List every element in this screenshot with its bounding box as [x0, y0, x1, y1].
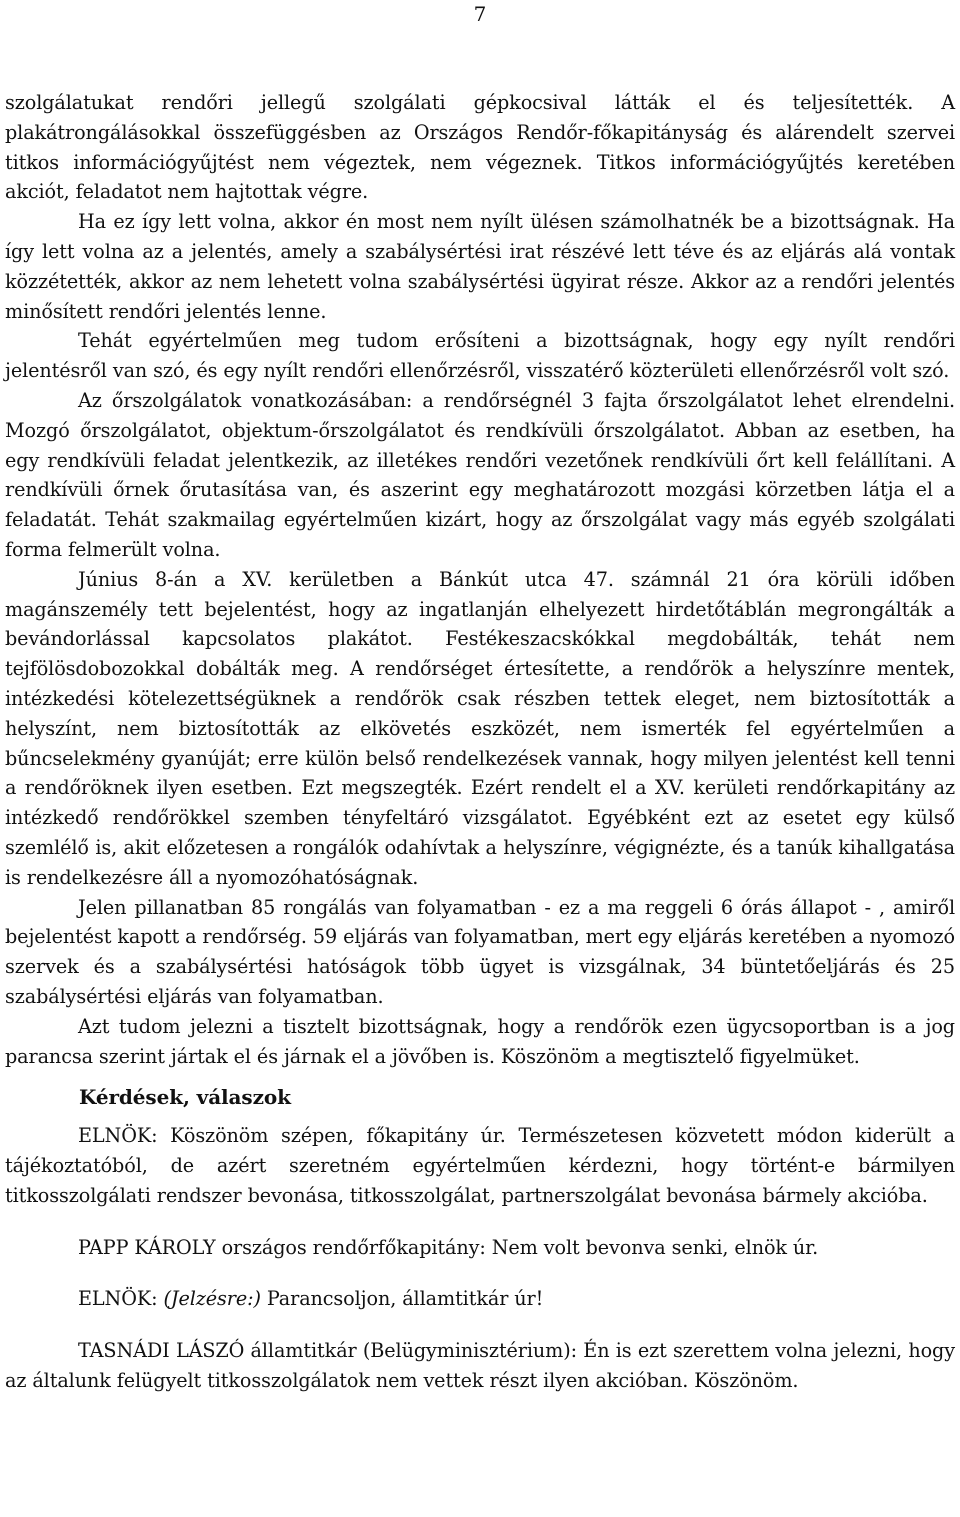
paragraph-1: szolgálatukat rendőri jellegű szolgálati gépkocsival látták el és teljesítették. A plakátrongálásokkal összefüggésben az Országos Rendőr-főkapitányság és alárendelt szervei titkos információgyűjtést nem végeztek, nem végeznek. Titkos információgyűjtés keretében akciót, feladatot nem hajtottak végre.	[5, 91, 955, 204]
dialogue-tasnadi-answer: TASNÁDI LÁSZÓ államtitkár (Belügyminisztérium): Én is ezt szerettem volna jelezni, hogy az általunk felügyelt titkosszolgálatok nem vettek részt ilyen akcióban. Köszönöm.	[5, 1339, 955, 1393]
dialogue-papp-answer: PAPP KÁROLY országos rendőrfőkapitány: Nem volt bevonva senki, elnök úr.	[78, 1235, 819, 1259]
stage-direction: (Jelzésre:)	[163, 1287, 261, 1311]
dialogue-elnok-handover	[5, 1284, 955, 1314]
elnok-handover-text: Parancsoljon, államtitkár úr!	[266, 1287, 544, 1311]
paragraph-6: Jelen pillanatban 85 rongálás van folyamatban - ez a ma reggeli 6 órás állapot - , amiről bejelentést kapott a rendőrség. 59 eljárás van folyamatban, mert egy eljárás keretében a nyomozó szervek és a szabálysértési hatóságok több ügyet is vizsgálnak, 34 büntetőeljárás és 25 szabálysértési eljárás van folyamatban.	[5, 895, 955, 1008]
paragraph-2: Ha ez így lett volna, akkor én most nem nyílt ülésen számolhatnék be a bizottságnak. Ha így lett volna az a jelentés, amely a szabálysértési irat részévé lett téve és az eljárás alá vontak közzétették, akkor az nem lehetett volna szabálysértési ügyirat része. Akkor az a rendőri jelentés minősített rendőri jelentés lenne.	[5, 210, 955, 323]
paragraph-3: Tehát egyértelműen meg tudom erősíteni a bizottságnak, hogy egy nyílt rendőri jelentésről van szó, és egy nyílt rendőri ellenőrzésről, visszatérő közterületi ellenőrzésről volt szó.	[5, 329, 955, 383]
paragraph-4: Az őrszolgálatok vonatkozásában: a rendőrségnél 3 fajta őrszolgálatot lehet elrendelni. Mozgó őrszolgálatot, objektum-őrszolgálatot és rendkívüli őrszolgálatot. Abban az esetben, ha egy rendkívüli feladat jelentkezik, az illetékes rendőri vezetőnek rendkívüli őrt kell felállítani. A rendkívüli őrnek őrutasítása van, és aszerint egy meghatározott mozgási körzetben látja el a feladatát. Tehát szakmailag egyértelműen kizárt, hogy az őrszolgálat vagy más egyéb szolgálati forma felmerült volna.	[5, 388, 955, 561]
paragraph-7: Azt tudom jelezni a tisztelt bizottságnak, hogy a rendőrök ezen ügycsoportban is a jog parancsa szerint jártak el és járnak el a jövőben is. Köszönöm a megtisztelő figyelmüket.	[5, 1014, 955, 1068]
document-body	[5, 88, 955, 1396]
paragraph-5: Június 8-án a XV. kerületben a Bánkút utca 47. számnál 21 óra körüli időben magánszemély tett bejelentést, hogy az ingatlanján elhelyezett hirdetőtáblán megrongálták a bevándorlással kapcsolatos plakátot. Festékeszacskókkal megdobálták, tehát nem tejfölösdobozokkal dobálták meg. A rendőrséget értesítette, a rendőrök a helyszínre mentek, intézkedési kötelezettségüknek a rendőrök csak részben tettek eleget, nem biztosították a helyszínt, nem biztosították az elkövetés eszközét, nem ismerték fel egyértelműen a bűncselekmény gyanúját; erre külön belső rendelkezések vannak, hogy milyen jelentést kell tenni a rendőröknek ilyen esetben. Ezt megszegték. Ezért rendelt el a XV. kerületi rendőrkapitány az intézkedő rendőrökkel szemben tényfeltáró vizsgálatot. Egyébként ezt az esetet egy külső szemlélő is, akit előzetesen a rongálók odahívtak a helyszínre, végignézte, és a tanúk kihallgatása is rendelkezésre áll a nyomozóhatóságnak.	[5, 567, 955, 889]
page-number: 7	[473, 2, 487, 26]
speaker-elnok: ELNÖK:	[78, 1287, 158, 1311]
dialogue-elnok-question: ELNÖK: Köszönöm szépen, főkapitány úr. Természetesen közvetett módon kiderült a tájékoztatóból, de azért szeretném egyértelműen kérdezni, hogy történt-e bármilyen titkosszolgálati rendszer bevonása, titkosszolgálat, partnerszolgálat bevonása bármely akcióba.	[5, 1124, 955, 1207]
section-title: Kérdések, válaszok	[79, 1085, 291, 1110]
